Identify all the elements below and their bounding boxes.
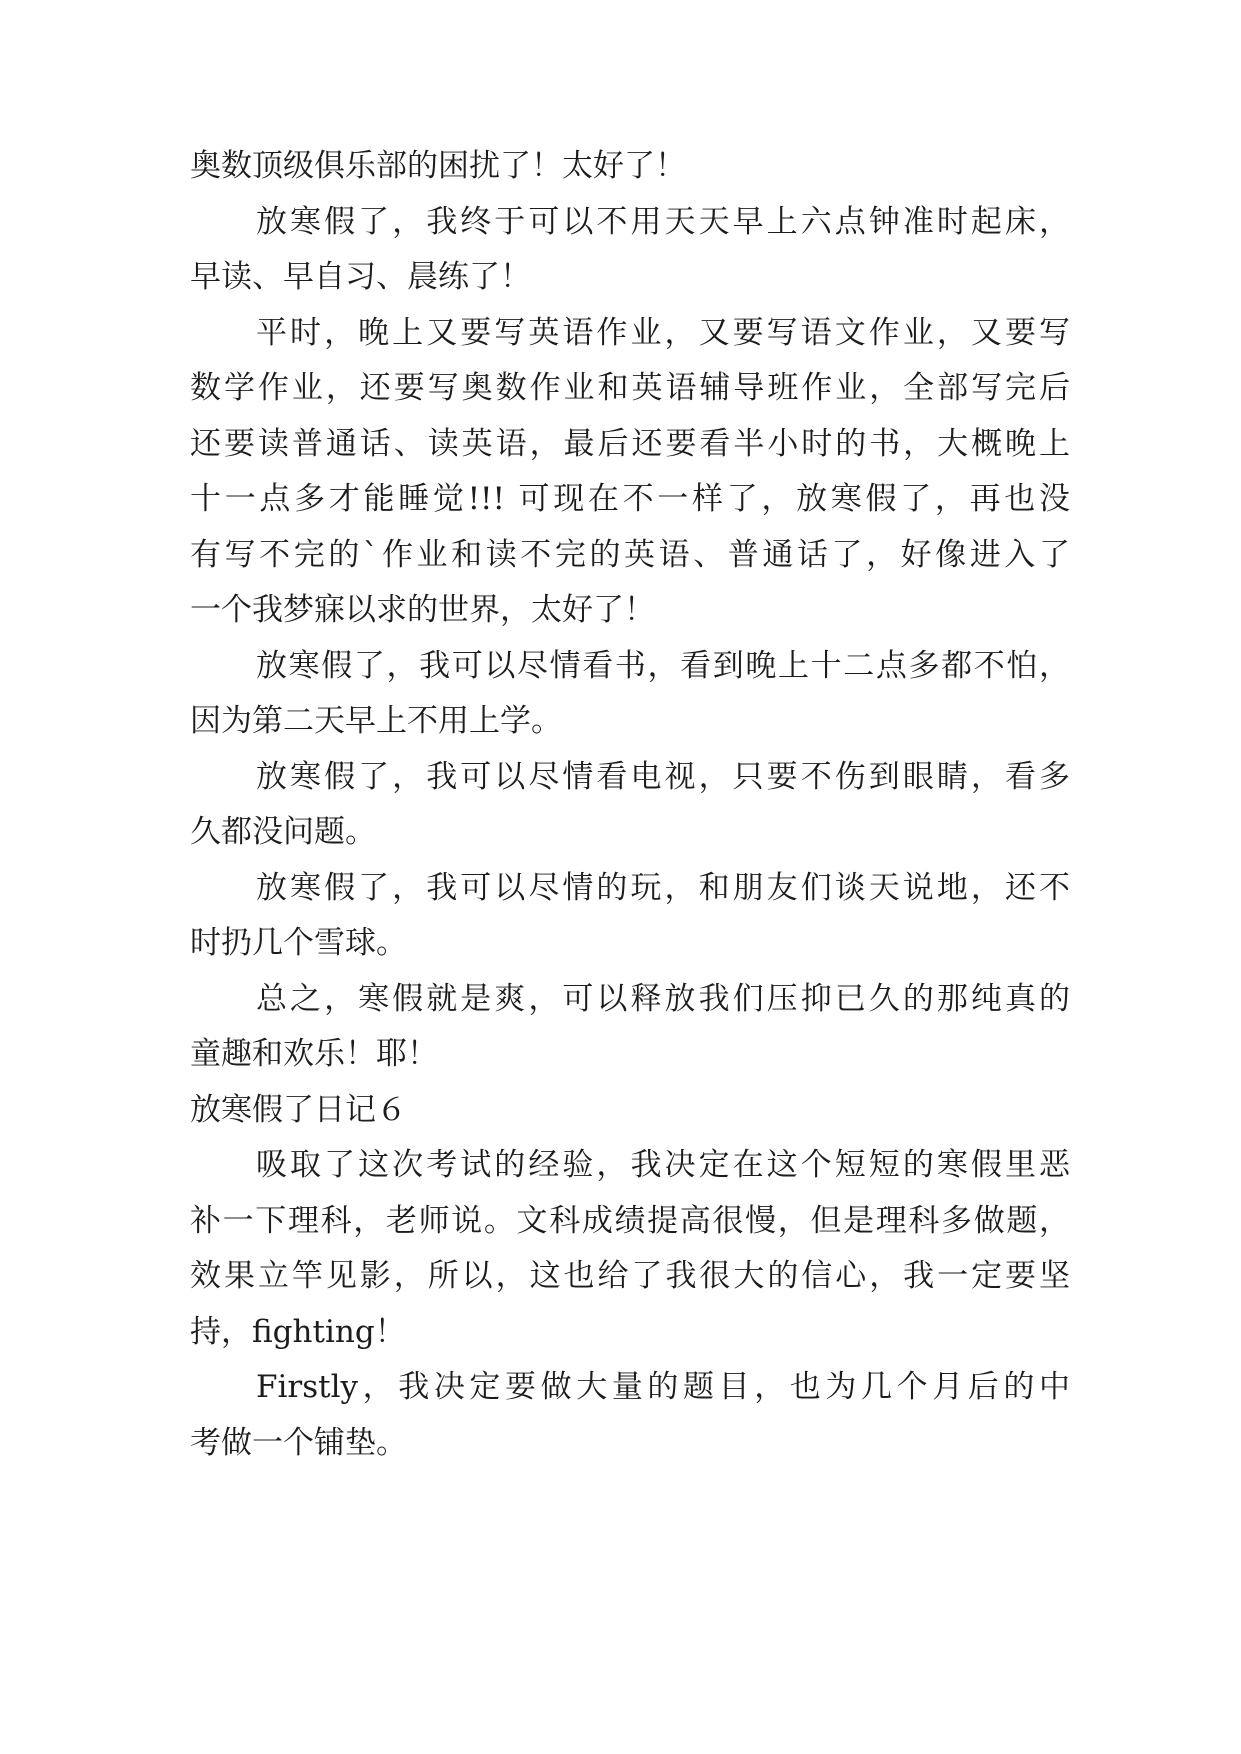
text-line: 童趣和欢乐！耶！	[190, 1036, 438, 1072]
text-line: 十一点多才能睡觉!!! 可现在不一样了，放寒假了，再也没	[190, 481, 1070, 517]
text-line: 时扔几个雪球。	[190, 925, 407, 961]
text-line: 效果立竿见影，所以，这也给了我很大的信心，我一定要坚	[190, 1258, 1070, 1294]
text-line: 放寒假了，我可以尽情的玩，和朋友们谈天说地，还不	[256, 870, 1070, 906]
text-line: 因为第二天早上不用上学。	[190, 703, 562, 739]
text-line: 还要读普通话、读英语，最后还要看半小时的书，大概晚上	[190, 426, 1070, 462]
text-line: 放寒假了，我终于可以不用天天早上六点钟准时起床，	[256, 204, 1070, 240]
text-line: 持，fighting！	[190, 1314, 406, 1350]
text-line: 一个我梦寐以求的世界，太好了！	[190, 592, 655, 628]
text-line: 总之，寒假就是爽，可以释放我们压抑已久的那纯真的	[256, 981, 1070, 1017]
text-line: 放寒假了，我可以尽情看电视，只要不伤到眼睛，看多	[256, 759, 1070, 795]
text-line: 吸取了这次考试的经验，我决定在这个短短的寒假里恶	[256, 1147, 1070, 1183]
text-line: 平时，晚上又要写英语作业，又要写语文作业，又要写	[256, 315, 1070, 351]
text-line: 早读、早自习、晨练了！	[190, 259, 531, 295]
section-heading: 放寒假了日记６	[190, 1092, 407, 1128]
text-line: 考做一个铺垫。	[190, 1425, 407, 1461]
text-line: 数学作业，还要写奥数作业和英语辅导班作业，全部写完后	[190, 370, 1070, 406]
text-line: 补一下理科，老师说。文科成绩提高很慢，但是理科多做题，	[190, 1203, 1070, 1239]
text-line: 奥数顶级俱乐部的困扰了！太好了！	[190, 148, 686, 184]
text-line: Firstly，我决定要做大量的题目，也为几个月后的中	[256, 1369, 1070, 1405]
text-line: 有写不完的`作业和读不完的英语、普通话了，好像进入了	[190, 537, 1070, 573]
text-line: 久都没问题。	[190, 814, 376, 850]
text-line: 放寒假了，我可以尽情看书，看到晚上十二点多都不怕，	[256, 648, 1070, 684]
